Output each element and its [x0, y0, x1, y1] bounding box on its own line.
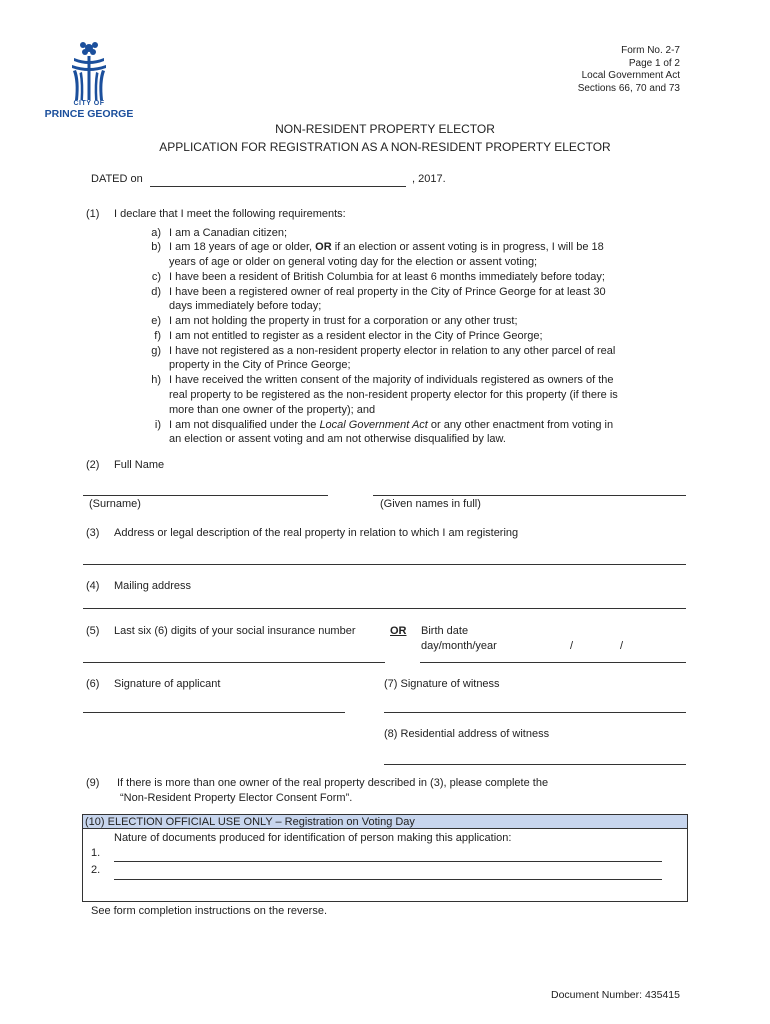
- reverse-note: See form completion instructions on the reverse.: [91, 905, 328, 917]
- requirement-text: I am not entitled to register as a resident elector in the City of Prince George;: [169, 330, 543, 342]
- section4-number: (4): [86, 580, 100, 592]
- birth-date-label: Birth date: [421, 625, 469, 637]
- witness-signature-field[interactable]: [384, 712, 686, 713]
- section7-label: (7) Signature of witness: [384, 678, 500, 690]
- requirement-text: I have been a registered owner of real property in the City of Prince George for at least 30: [169, 286, 606, 298]
- doc-number-2: 2.: [91, 864, 101, 876]
- requirement-text: real property to be registered as the non-resident property elector for this property (if there is: [169, 389, 618, 401]
- requirement-text: I am a Canadian citizen;: [169, 227, 288, 239]
- requirement-label: g): [151, 345, 161, 357]
- section1-text: I declare that I meet the following requirements:: [114, 208, 346, 220]
- requirement-label: a): [151, 227, 161, 239]
- section2-number: (2): [86, 459, 100, 471]
- sin-field[interactable]: [83, 662, 385, 663]
- section5-number: (5): [86, 625, 100, 637]
- property-address-field[interactable]: [83, 564, 686, 565]
- applicant-signature-field[interactable]: [83, 712, 345, 713]
- date-separator-1: /: [570, 640, 574, 652]
- requirement-text: I have not registered as a non-resident property elector in relation to any other parcel of real: [169, 345, 616, 357]
- requirement-label: f): [154, 330, 161, 342]
- logo-text-city: CITY OF: [73, 100, 105, 107]
- dated-label: DATED on: [91, 173, 143, 185]
- section3-number: (3): [86, 527, 100, 539]
- section9-line1: If there is more than one owner of the real property described in (3), please complete the: [117, 777, 549, 789]
- requirement-text: property in the City of Prince George;: [169, 359, 351, 371]
- city-logo: [44, 40, 134, 122]
- birth-date-format: day/month/year: [421, 640, 497, 652]
- form-number: Form No. 2-7: [621, 45, 680, 56]
- requirement-label: b): [151, 241, 161, 253]
- section8-label: (8) Residential address of witness: [384, 728, 550, 740]
- dated-year: , 2017.: [412, 173, 446, 185]
- surname-field[interactable]: [83, 495, 328, 496]
- act-name: Local Government Act: [581, 70, 680, 81]
- requirement-text: years of age or older on general voting day for the election or assent voting;: [169, 256, 538, 268]
- requirement-label: i): [154, 419, 161, 431]
- official-use-header: (10) ELECTION OFFICIAL USE ONLY – Registration on Voting Day: [83, 815, 687, 829]
- section6-number: (6): [86, 678, 100, 690]
- logo-text-name: PRINCE GEORGE: [44, 108, 134, 120]
- doc-number-1: 1.: [91, 847, 101, 859]
- given-names-field[interactable]: [373, 495, 686, 496]
- form-title: NON-RESIDENT PROPERTY ELECTOR: [275, 122, 495, 136]
- logo-emblem-icon: [44, 40, 134, 102]
- section1-number: (1): [86, 208, 100, 220]
- requirement-label: d): [151, 286, 161, 298]
- act-sections: Sections 66, 70 and 73: [577, 82, 680, 94]
- witness-address-field[interactable]: [384, 764, 686, 765]
- section4-label: Mailing address: [114, 580, 192, 592]
- section2-label: Full Name: [114, 459, 165, 471]
- requirement-label: h): [151, 374, 161, 386]
- requirement-text: I am 18 years of age or older, OR if an election or assent voting is in progress, I will be 18: [169, 241, 604, 253]
- document-1-field[interactable]: [114, 861, 662, 862]
- document-2-field[interactable]: [114, 879, 662, 880]
- requirement-label: c): [151, 271, 161, 283]
- requirement-text: days immediately before today;: [169, 300, 322, 312]
- requirement-text: more than one owner of the property); and: [169, 404, 376, 416]
- date-separator-2: /: [620, 640, 624, 652]
- section5-label: Last six (6) digits of your social insurance number: [114, 625, 356, 637]
- date-field[interactable]: [150, 186, 406, 187]
- section3-label: Address or legal description of the real property in relation to which I am registering: [114, 527, 519, 539]
- form-subtitle: APPLICATION FOR REGISTRATION AS A NON-RESIDENT PROPERTY ELECTOR: [159, 140, 611, 154]
- official-use-box: [82, 814, 688, 902]
- official-use-text: Nature of documents produced for identification of person making this application:: [114, 832, 512, 844]
- document-number: Document Number: 435415: [551, 989, 680, 1001]
- page-number: Page 1 of 2: [628, 57, 680, 69]
- section9-line2: “Non-Resident Property Elector Consent Form”.: [120, 792, 353, 804]
- mailing-address-field[interactable]: [83, 608, 686, 609]
- section9-number: (9): [86, 777, 100, 789]
- surname-caption: (Surname): [89, 498, 141, 510]
- requirement-text: an election or assent voting and am not otherwise disqualified by law.: [169, 433, 506, 445]
- requirement-text: I am not holding the property in trust for a corporation or any other trust;: [169, 315, 518, 327]
- requirement-text: I am not disqualified under the Local Government Act or any other enactment from voting in: [169, 419, 614, 431]
- section6-label: Signature of applicant: [114, 678, 221, 690]
- requirement-label: e): [151, 315, 161, 327]
- birth-date-field[interactable]: [420, 662, 686, 663]
- or-label: OR: [390, 625, 407, 637]
- form-header-info: [480, 45, 680, 95]
- requirement-text: I have received the written consent of the majority of individuals registered as owners of the: [169, 374, 614, 386]
- requirement-text: I have been a resident of British Columbia for at least 6 months immediately before today;: [169, 271, 605, 283]
- given-names-caption: (Given names in full): [380, 498, 481, 510]
